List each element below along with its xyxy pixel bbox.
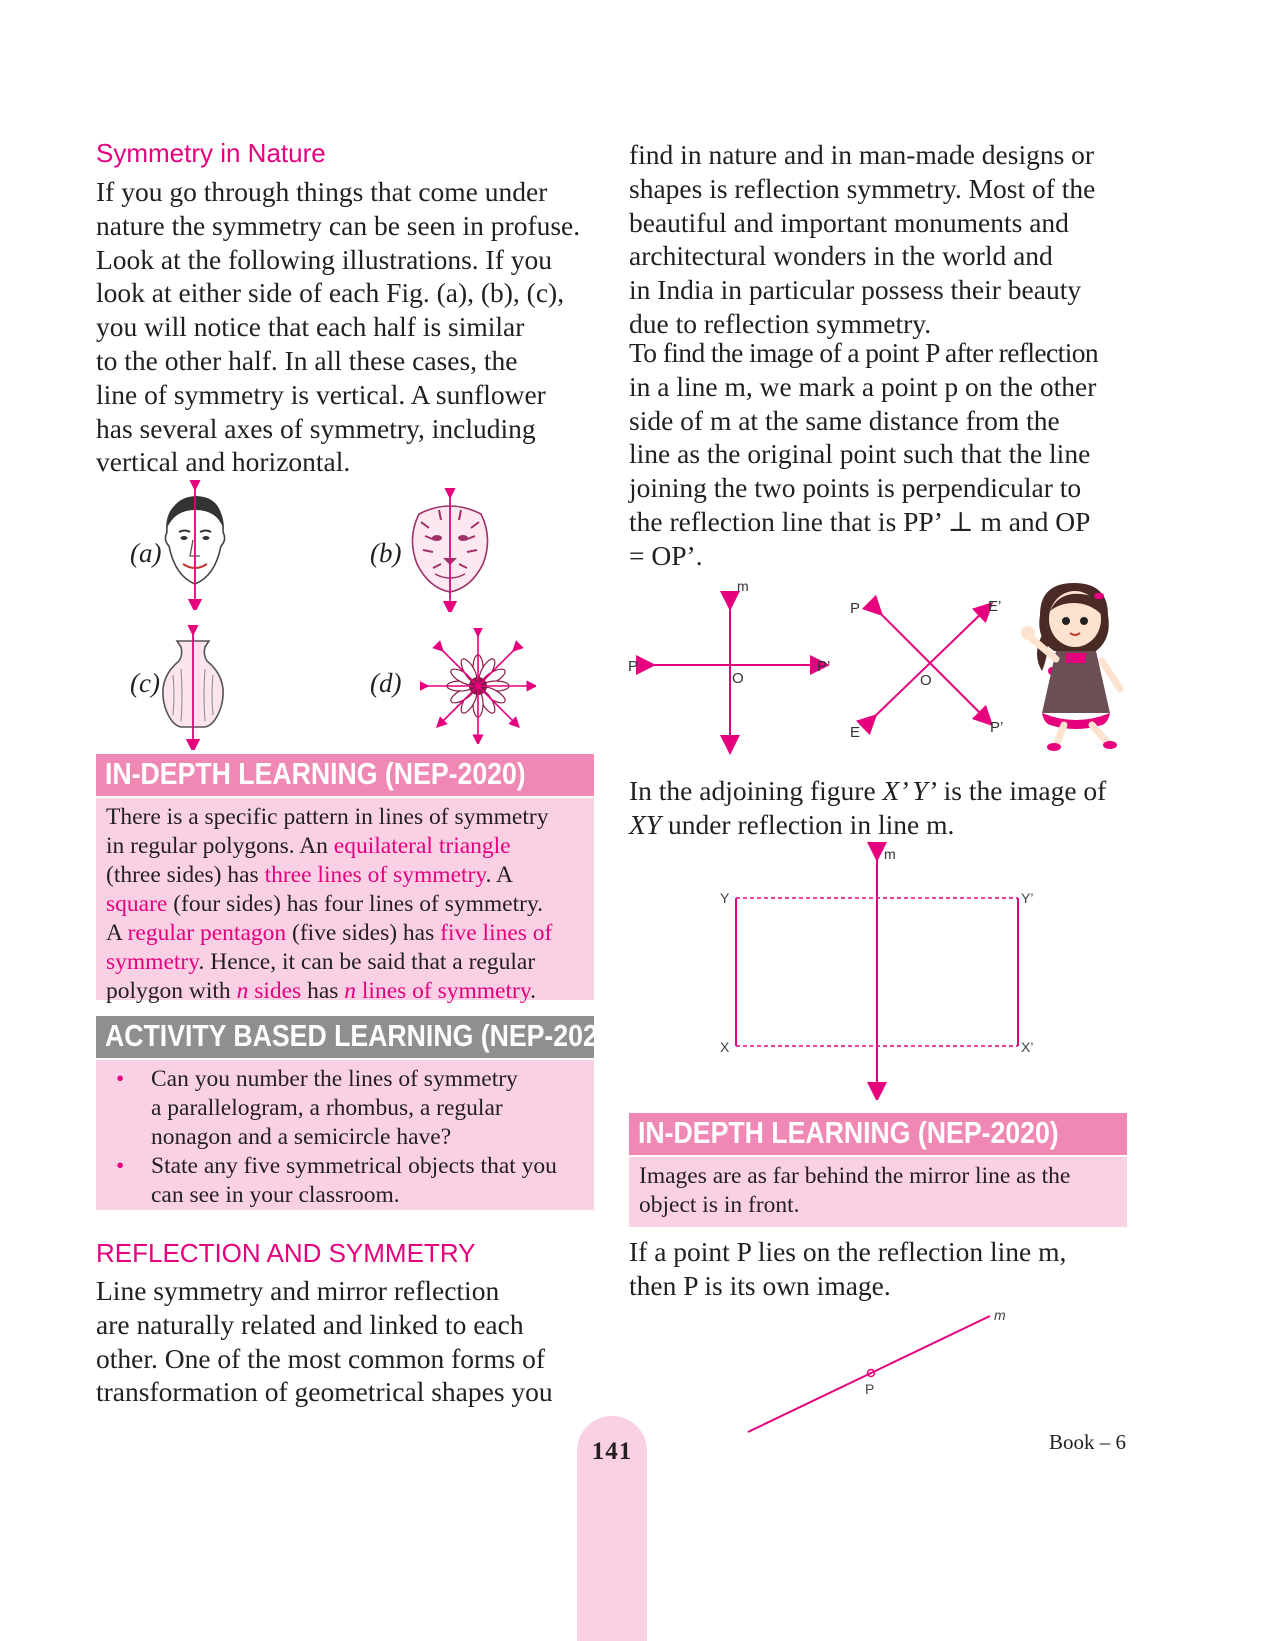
text-line: find in nature and in man-made designs or: [629, 139, 1095, 170]
text-line: joining the two points is perpendicular to: [629, 472, 1082, 504]
reflection-continuation-paragraph: [629, 138, 1127, 341]
activity-list: [106, 1065, 584, 1210]
text-line: in India in particular possess their beauty: [629, 274, 1082, 306]
label-m: m: [737, 578, 749, 594]
point-on-line-paragraph: [629, 1235, 1127, 1303]
text-line: in a line m, we mark a point p on the other: [629, 370, 1097, 402]
text-line: line of symmetry is vertical. A sunflower: [96, 378, 546, 410]
point-on-line-diagram: [740, 1302, 1030, 1442]
text-line: object is in front.: [639, 1192, 800, 1218]
label-m: m: [884, 846, 896, 862]
adjoining-figure-paragraph: [629, 774, 1127, 842]
text-line: vertical and horizontal.: [96, 446, 351, 478]
square-term: square: [106, 891, 168, 917]
three-lines-term: three lines of symmetry: [264, 862, 486, 888]
label-o: O: [732, 670, 744, 687]
page-number-tab: [577, 1416, 647, 1641]
text-line: you will notice that each half is similar: [96, 311, 525, 343]
label-p-prime: P’: [990, 719, 1004, 736]
text-line: If a point P lies on the reflection line m,: [629, 1236, 1067, 1267]
perpendicular-reflection-diagram: [620, 575, 840, 755]
text-line: line as the original point such that the line: [629, 438, 1091, 470]
label-x: X: [720, 1039, 730, 1055]
text-line: There is a specific pattern in lines of symmetry: [106, 804, 549, 830]
page-number: 141: [591, 1438, 633, 1465]
text-line: shapes is reflection symmetry. Most of the: [629, 172, 1096, 204]
face-illustration: [155, 480, 235, 610]
text-line: nature the symmetry can be seen in profuse.: [96, 209, 581, 241]
text-line: (three sides) has three lines of symmetry. A: [106, 862, 514, 888]
text-line: polygon with n sides has n lines of symmetry.: [106, 978, 536, 1004]
symmetry-in-nature-heading: Symmetry in Nature: [96, 138, 326, 168]
figure-label-d: (d): [370, 668, 402, 698]
text-line: If you go through things that come under: [96, 176, 548, 207]
text-line: has several axes of symmetry, including: [96, 412, 536, 444]
equilateral-triangle-term: equilateral triangle: [333, 833, 511, 859]
bullet: •: [116, 1153, 125, 1179]
activity-learning-body: [96, 1060, 594, 1210]
symmetry-in-nature-paragraph: [96, 175, 594, 479]
book-label: Book – 6: [1049, 1430, 1127, 1454]
in-depth-learning-body-1: [96, 798, 594, 1004]
reflection-line-m: [748, 1316, 990, 1432]
label-m: m: [994, 1307, 1006, 1323]
text-line: A regular pentagon (five sides) has five lines of: [106, 920, 553, 946]
label-y: Y: [720, 890, 730, 906]
text-line: transformation of geometrical shapes you: [96, 1376, 553, 1408]
label-o: O: [920, 672, 932, 689]
label-y-prime: Y’: [1021, 890, 1034, 906]
list-item: • State any five symmetrical objects that you can see in your classroom.: [116, 1153, 557, 1208]
xy-reflection-diagram: [712, 842, 1052, 1100]
text-line: side of m at the same distance from the: [629, 404, 1060, 436]
mirror-line-diagonal: [870, 609, 986, 721]
text-line: Images are as far behind the mirror line as the: [639, 1163, 1071, 1189]
label-e: E: [850, 724, 861, 741]
text-line: due to reflection symmetry.: [629, 307, 932, 339]
regular-pentagon-term: regular pentagon: [127, 920, 287, 946]
label-p: P: [850, 600, 861, 617]
text-line: To find the image of a point P after reflection: [629, 337, 1099, 368]
in-depth-learning-title: IN-DEPTH LEARNING (NEP-2020): [105, 756, 526, 791]
reflection-symmetry-paragraph: [96, 1274, 594, 1409]
girl-illustration: [1012, 575, 1132, 755]
tiger-illustration: [405, 488, 495, 612]
find-image-paragraph: [629, 336, 1127, 573]
label-x-prime: X’: [1021, 1039, 1034, 1055]
in-depth-learning-header-2: [629, 1113, 1127, 1155]
label-e-prime: E’: [988, 598, 1002, 615]
text-line: look at either side of each Fig. (a), (b), (c),: [96, 277, 565, 309]
text-line: symmetry. Hence, it can be said that a regular: [106, 949, 536, 975]
diagonal-reflection-diagram: [840, 595, 1020, 745]
figure-label-b: (b): [370, 538, 402, 568]
figure-label-a: (a): [130, 538, 162, 568]
flower-petals: [424, 632, 532, 740]
activity-learning-header: [96, 1016, 622, 1058]
vase-illustration: [155, 625, 230, 750]
text-line: to the other half. In all these cases, the: [96, 344, 518, 376]
label-p-prime: P’: [817, 658, 831, 675]
text-line: architectural wonders in the world and: [629, 240, 1053, 272]
sunflower-illustration: [420, 628, 536, 744]
list-item: • Can you number the lines of symmetry a parallelogram, a rhombus, a regular nonagon and a semicircle have?: [116, 1066, 518, 1150]
in-depth-learning-body-2: [629, 1157, 1127, 1227]
figure-label-c: (c): [130, 668, 160, 698]
activity-learning-title: ACTIVITY BASED LEARNING (NEP-2020): [105, 1018, 622, 1053]
text-line: = OP’.: [629, 539, 703, 571]
text-line: Look at the following illustrations. If you: [96, 243, 552, 275]
text-line: the reflection line that is PP’ ⊥ m and OP: [629, 505, 1091, 537]
text-line: square (four sides) has four lines of symmetry.: [106, 891, 544, 917]
bullet: •: [116, 1066, 125, 1092]
text-line: other. One of the most common forms of: [96, 1342, 546, 1374]
in-depth-learning-title: IN-DEPTH LEARNING (NEP-2020): [638, 1115, 1059, 1150]
text-line: then P is its own image.: [629, 1269, 891, 1301]
text-line: Line symmetry and mirror reflection: [96, 1275, 500, 1306]
text-line: In the adjoining figure X’ Y’ is the image of: [629, 775, 1107, 806]
text-line: beautiful and important monuments and: [629, 206, 1069, 238]
reflection-symmetry-heading: REFLECTION AND SYMMETRY: [96, 1238, 476, 1268]
in-depth-learning-header-1: [96, 754, 594, 796]
text-line: in regular polygons. An equilateral triangle: [106, 833, 511, 859]
text-line: are naturally related and linked to each: [96, 1308, 524, 1340]
label-p: P: [628, 658, 639, 675]
text-line: XY under reflection in line m.: [629, 808, 955, 840]
label-p: P: [865, 1381, 875, 1397]
